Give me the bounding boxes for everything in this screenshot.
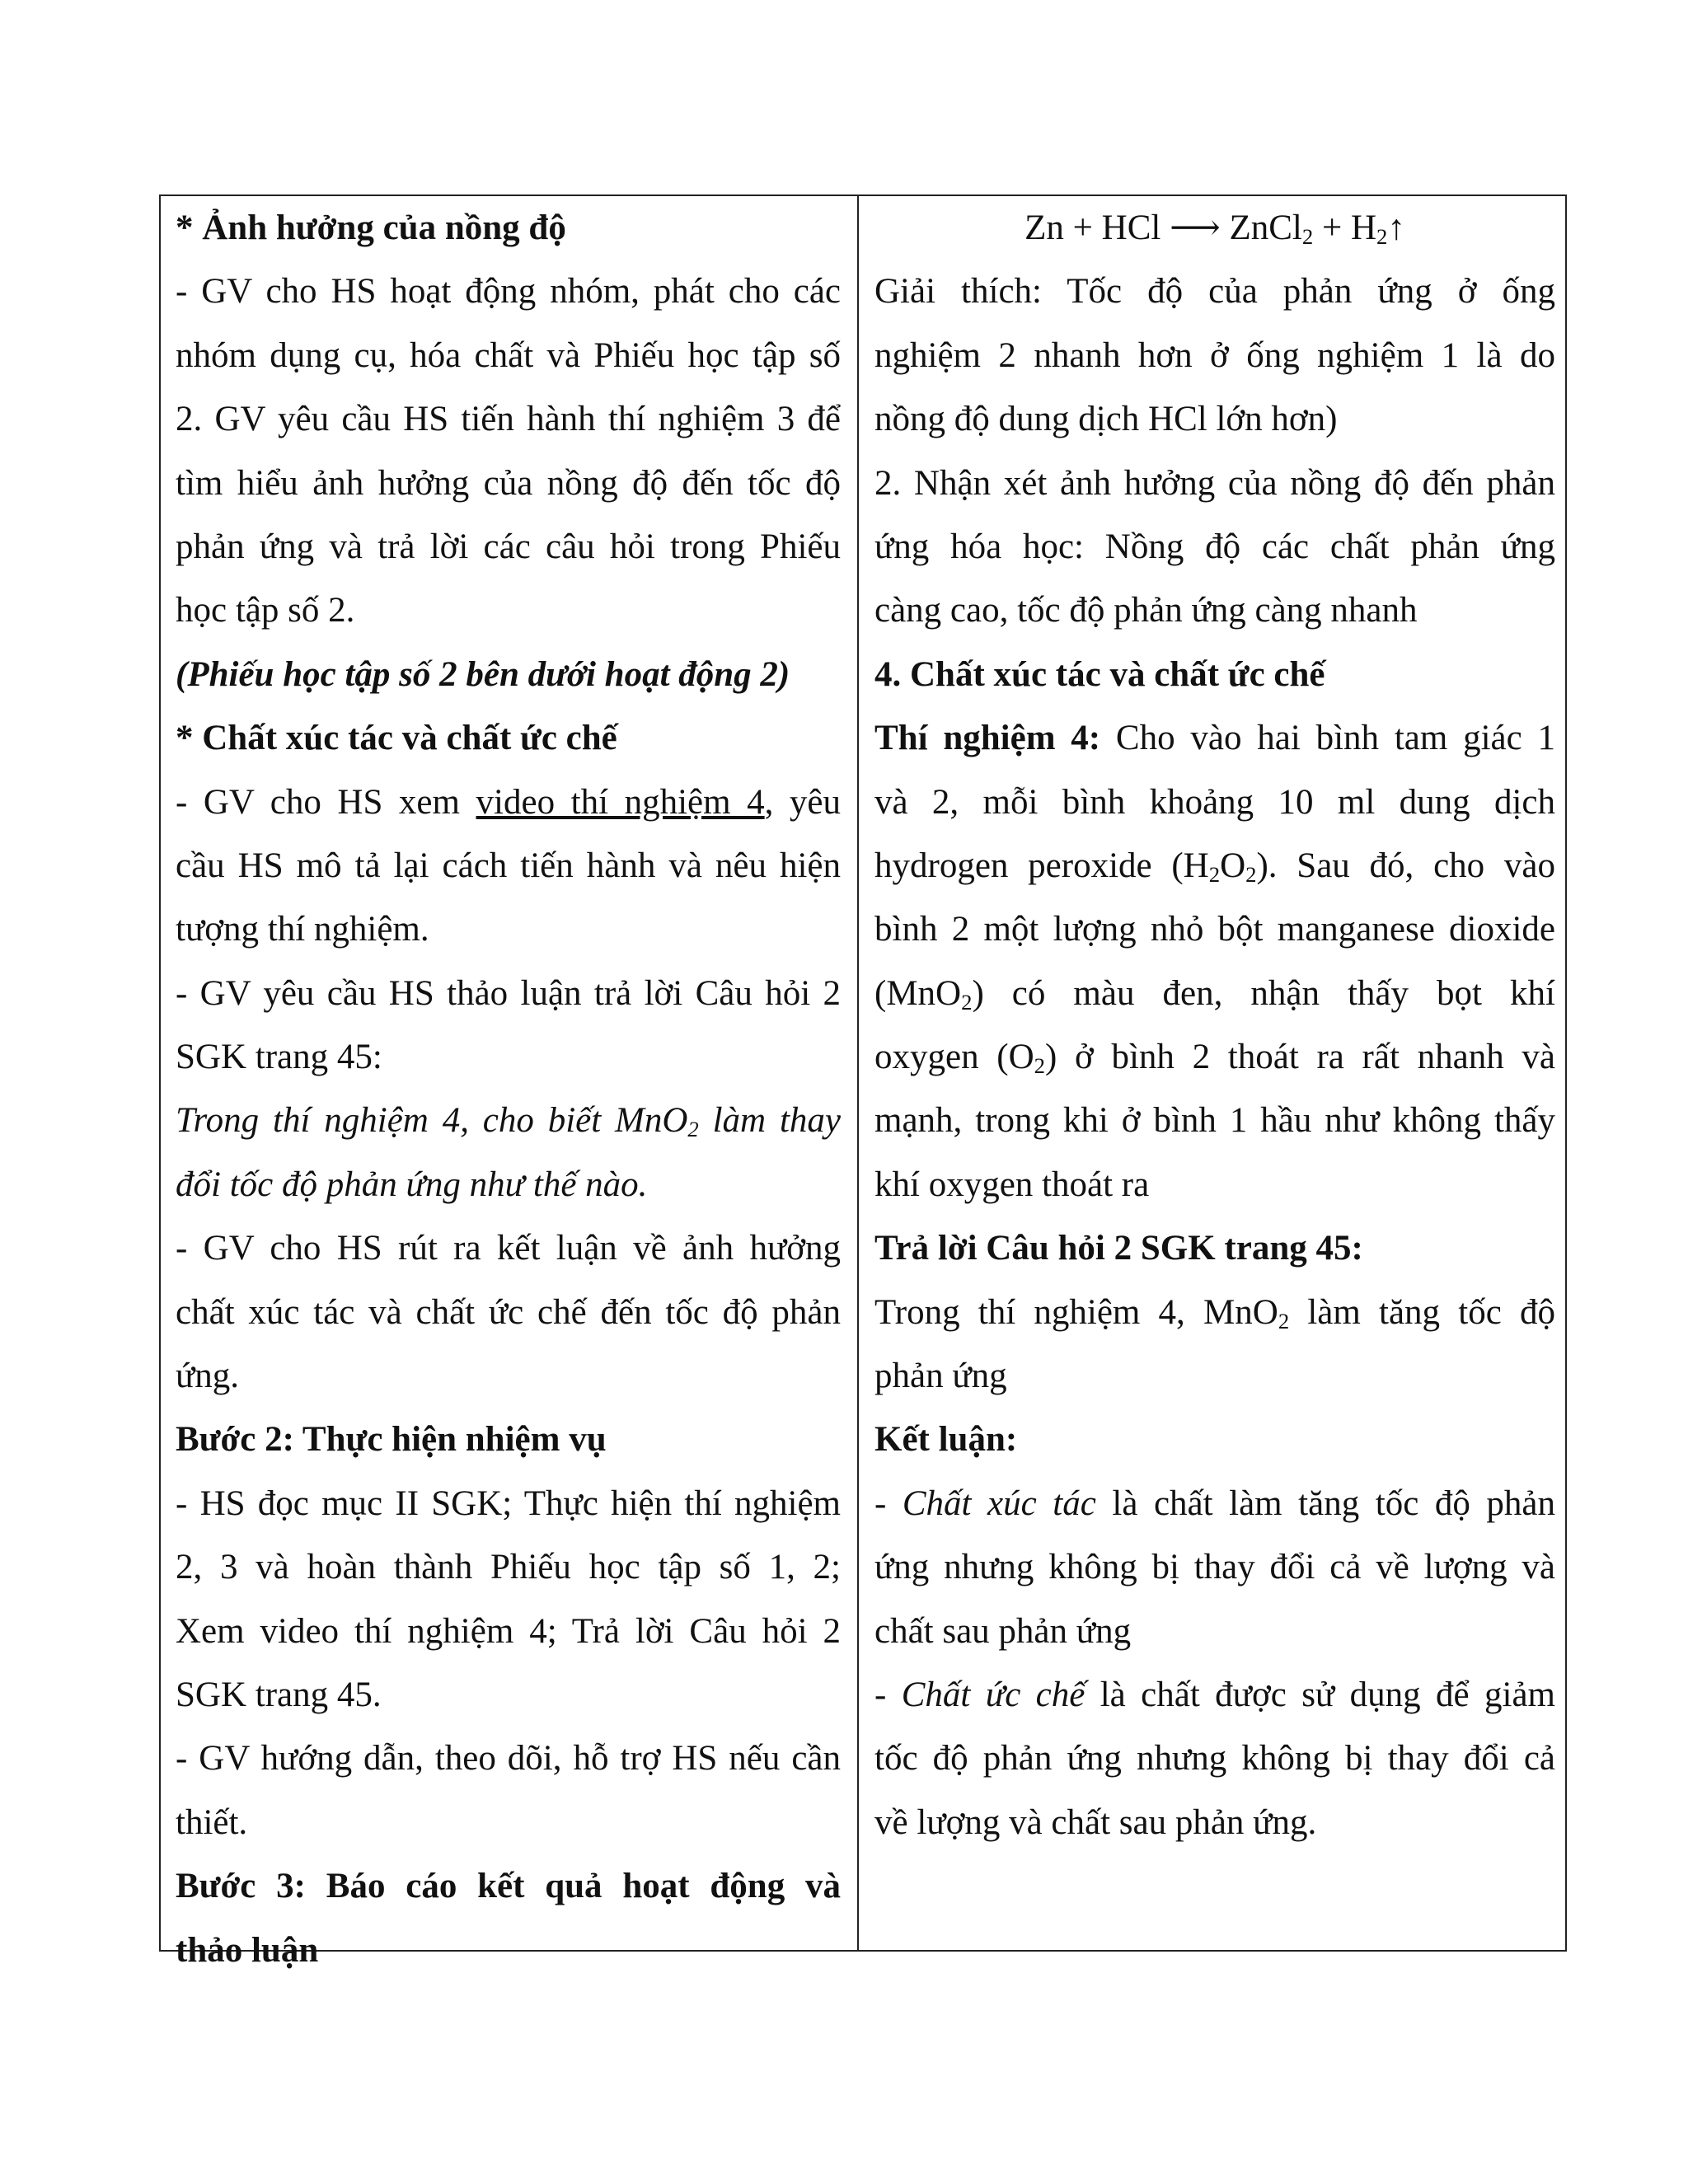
text-line: (MnO$_2$) có màu đen, nhận thấy bọt khí: [874, 973, 1555, 1015]
text-line: và 2, mỗi bình khoảng 10 ml dung dịch: [874, 782, 1555, 822]
text-line: Giải thích: Tốc độ của phản ứng ở ống: [874, 272, 1555, 312]
text-line: - HS đọc mục II SGK; Thực hiện thí nghiệm: [176, 1483, 841, 1523]
heading-concentration: * Ảnh hưởng của nồng độ: [176, 209, 566, 247]
worksheet-note: (Phiếu học tập số 2 bên dưới hoạt động 2): [176, 654, 790, 694]
text-line: 2, 3 và hoàn thành Phiếu học tập số 1, 2;: [176, 1548, 841, 1587]
lesson-table: [159, 194, 1567, 1970]
text-line: oxygen $(O_2)$ ở bình 2 thoát ra rất nhanh và: [874, 1038, 1555, 1078]
step2-heading: Bước 2: Thực hiện nhiệm vụ: [176, 1420, 607, 1460]
text-line: càng cao, tốc độ phản ứng càng nhanh: [874, 591, 1418, 630]
text-line: tượng thí nghiệm.: [176, 910, 429, 949]
text-line: cầu HS mô tả lại cách tiến hành và nêu hiện: [176, 846, 841, 885]
text-line: chất xúc tác và chất ức chế đến tốc độ phản: [176, 1292, 841, 1332]
text-line: phản ứng và trả lời các câu hỏi trong Phiếu: [176, 527, 841, 566]
teacher-activity-column: [176, 196, 841, 1982]
answer-heading: Trả lời Câu hỏi 2 SGK trang 45:: [874, 1229, 1363, 1268]
text-line: nhóm dụng cụ, hóa chất và Phiếu học tập số: [176, 335, 841, 375]
text-line: - GV cho HS rút ra kết luận về ảnh hưởng: [176, 1229, 841, 1268]
step3-heading-cont: thảo luận: [176, 1930, 319, 1970]
text-line: 2. Nhận xét ảnh hưởng của nồng độ đến phản: [874, 463, 1555, 503]
text-line: ứng nhưng không bị thay đổi cả về lượng và: [874, 1548, 1555, 1587]
question-line: Trong thí nghiệm 4, cho biết MnO$_2$ làm thay: [176, 1101, 841, 1142]
text-line: về lượng và chất sau phản ứng.: [874, 1802, 1317, 1842]
text-line: tìm hiểu ảnh hưởng của nồng độ đến tốc độ: [176, 463, 841, 503]
section4-heading: 4. Chất xúc tác và chất ức chế: [874, 654, 1325, 694]
text-line: ứng hóa học: Nồng độ các chất phản ứng: [874, 527, 1555, 566]
reaction-equation: Zn + HCl ⟶ ZnCl$_2$ + $H_2↑$: [1025, 209, 1405, 249]
text-line: bình 2 một lượng nhỏ bột manganese dioxide: [874, 910, 1555, 949]
text-line: phản ứng: [874, 1357, 1007, 1396]
text-line: học tập số 2.: [176, 591, 355, 630]
text-line: Thí nghiệm 4: Cho vào hai bình tam giác 1: [874, 719, 1555, 758]
text-line: hydrogen peroxide $(H_2O_2)$. Sau đó, cho vào: [874, 846, 1555, 887]
text-line: Trong thí nghiệm 4, MnO$_2$ làm tăng tốc độ: [874, 1292, 1555, 1333]
text-line: - Chất ức chế là chất được sử dụng để giảm: [874, 1675, 1555, 1714]
text-line: chất sau phản ứng: [874, 1611, 1132, 1651]
text-line: - GV hướng dẫn, theo dõi, hỗ trợ HS nếu cần: [176, 1739, 841, 1779]
text-line: - GV yêu cầu HS thảo luận trả lời Câu hỏi 2: [176, 973, 841, 1013]
text-line: mạnh, trong khi ở bình 1 hầu như không thấy: [874, 1101, 1555, 1141]
heading-catalyst: * Chất xúc tác và chất ức chế: [176, 719, 617, 758]
text-line: thiết.: [176, 1802, 248, 1842]
text-line: nghiệm 2 nhanh hơn ở ống nghiệm 1 là do: [874, 335, 1555, 375]
text-line: - Chất xúc tác là chất làm tăng tốc độ phản: [874, 1483, 1555, 1523]
text-line: SGK trang 45:: [176, 1038, 382, 1077]
column-divider: [857, 196, 859, 1950]
video-link[interactable]: video thí nghiệm 4: [476, 782, 765, 822]
text-line: Xem video thí nghiệm 4; Trả lời Câu hỏi 2: [176, 1611, 841, 1651]
text-line: - GV cho HS hoạt động nhóm, phát cho các: [176, 272, 841, 312]
gas-arrow-icon: ↑: [1387, 209, 1405, 247]
conclusion-heading: Kết luận:: [874, 1420, 1018, 1460]
text-line: - GV cho HS xem video thí nghiệm 4, yêu: [176, 782, 841, 822]
student-product-column: [874, 196, 1555, 1854]
text-line: tốc độ phản ứng nhưng không bị thay đổi cả: [874, 1739, 1555, 1779]
question-line: đổi tốc độ phản ứng như thế nào.: [176, 1165, 648, 1204]
text-line: khí oxygen thoát ra: [874, 1165, 1150, 1204]
text-line: ứng.: [176, 1357, 240, 1396]
text-line: 2. GV yêu cầu HS tiến hành thí nghiệm 3 để: [176, 400, 841, 439]
text-line: nồng độ dung dịch HCl lớn hơn): [874, 400, 1338, 439]
text-line: SGK trang 45.: [176, 1675, 382, 1714]
step3-heading: Bước 3: Báo cáo kết quả hoạt động và: [176, 1867, 841, 1906]
